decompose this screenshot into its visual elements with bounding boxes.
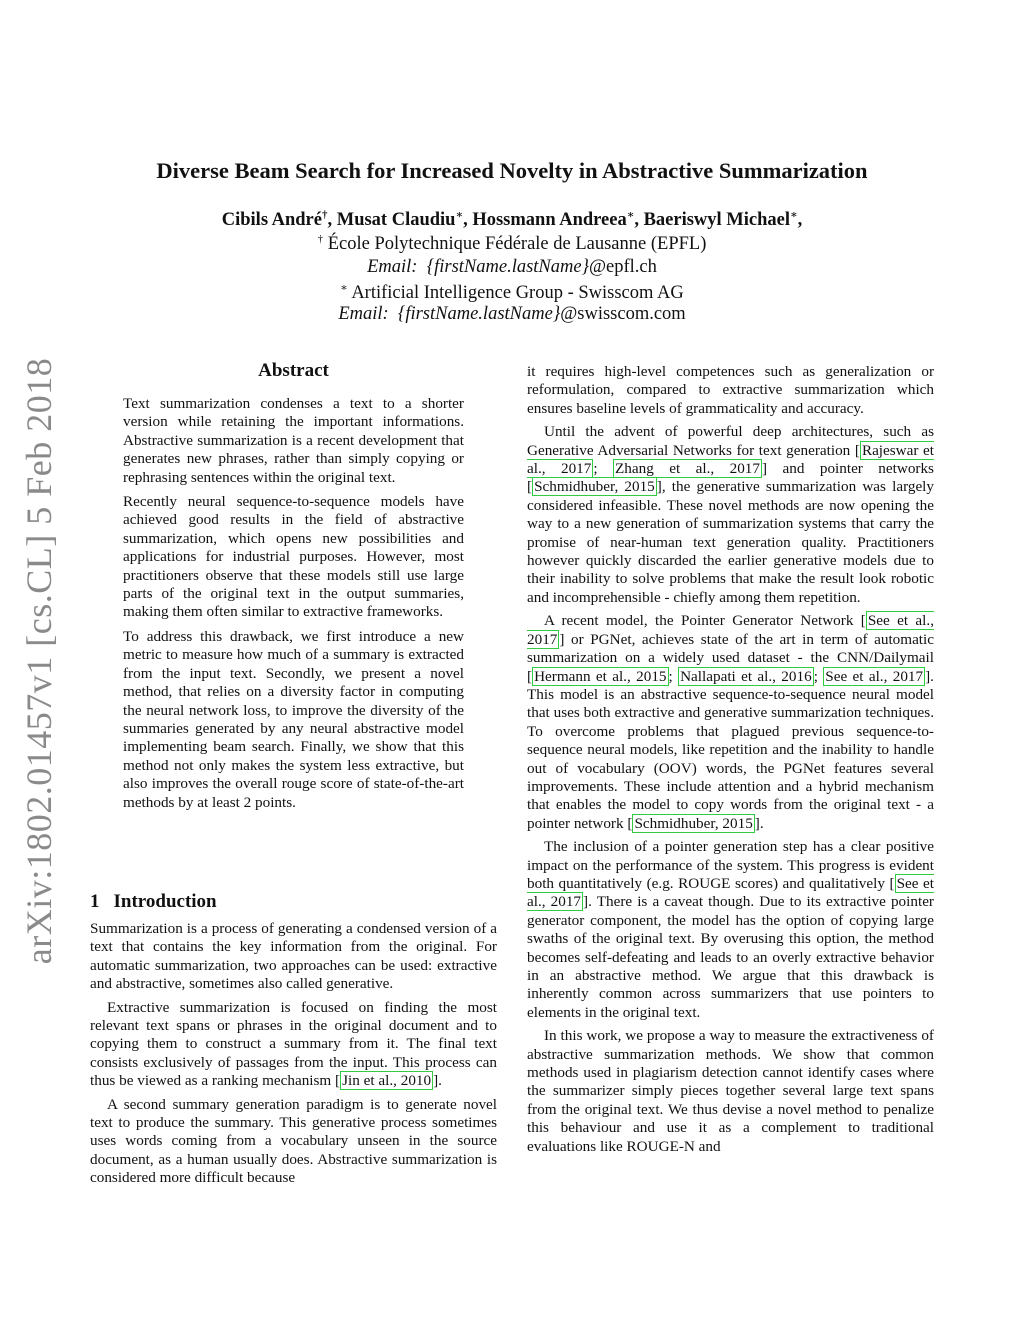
email-epfl-domain: @epfl.ch xyxy=(589,257,657,277)
affiliation-epfl xyxy=(0,233,1024,255)
abstract-paragraph: Recently neural sequence-to-sequence models have achieved good results in the field of abstractive summarization, which opens new possibilities and applications for industrial purposes. However, most practitioners observe that these models still use large parts of the original text in the output summaries, making them often similar to extractive frameworks. xyxy=(123,493,464,621)
author-1-mark: † xyxy=(321,209,328,221)
left-column-body xyxy=(90,920,497,1193)
right-column-body xyxy=(527,363,934,1161)
intro-paragraph xyxy=(90,999,497,1091)
email-swisscom-pattern: {firstName.lastName} xyxy=(397,304,561,324)
author-3-mark: ∗ xyxy=(626,209,635,221)
abstract-paragraph: To address this drawback, we first introduce a new metric to measure how much of a summary is extracted from the input text. Secondly, we present a novel method, that relies on a diversity factor in computing the neural network loss, to improve the diversity of the summaries generated by any neural abstractive model implementing beam search. Finally, we show that this method not only makes the system less extractive, but also improves the overall rouge score of state-of-the-art methods by at least 2 points. xyxy=(123,627,464,811)
body-paragraph: In this work, we propose a way to measure the extractiveness of abstractive summarization methods. We show that common methods used in plagiarism detection cannot identify cases where the summarizer simply pieces together several large text spans from the original text. We thus devise a novel method to penalize this behaviour and use it as a complement to traditional evaluations like ROUGE-N and xyxy=(527,1027,934,1155)
body-paragraph xyxy=(527,838,934,1022)
author-4: , Baeriswyl Michael xyxy=(634,210,791,231)
citation-link[interactable]: See et al., 2017 xyxy=(527,612,934,648)
body-paragraph xyxy=(527,612,934,833)
citation-link[interactable]: Rajeswar et al., 2017 xyxy=(527,441,935,478)
email-swisscom xyxy=(0,304,1024,325)
abstract-paragraph: Text summarization condenses a text to a shorter version while retaining the important informations. Abstractive summarization is a recent development that generates new phrases, rather than simply copying or rephrasing sentences within the original text. xyxy=(123,395,464,486)
email-swisscom-label: Email: xyxy=(338,304,389,324)
intro-paragraph: Summarization is a process of generating a condensed version of a text that contains the key information from the original. For automatic summarization, two approaches can be used: extractive and abstractive, sometimes also called generative. xyxy=(90,920,497,993)
citation-link[interactable]: Zhang et al., 2017 xyxy=(615,460,760,478)
arxiv-sidebar xyxy=(14,357,64,965)
abstract-heading: Abstract xyxy=(258,360,329,381)
body-text: ], the generative summarization was largely considered infeasible. These novel methods are now opening the way to a new generation of summarization systems that carry the promise of near-human text generation quality. Practitioners however quickly discarded the earlier generative models due to their inability to solve problems that make the result look robotic and incomprehensible - chiefly among them repetition. xyxy=(527,478,934,606)
arxiv-identifier: arXiv:1802.01457v1 [cs.CL] 5 Feb 2018 xyxy=(19,357,59,965)
citation-link[interactable]: Jin et al., 2010 xyxy=(342,1072,432,1090)
body-paragraph xyxy=(527,423,934,607)
body-text: The inclusion of a pointer generation step has a clear positive impact on the performance of the system. This progress is evident both quantitatively (e.g. ROUGE scores) and qualitatively [ xyxy=(527,838,934,892)
citation-link[interactable]: Hermann et al., 2015 xyxy=(534,667,667,685)
citation-link[interactable]: Nallapati et al., 2016 xyxy=(680,667,812,685)
author-4-mark: ∗ xyxy=(790,209,798,221)
section-title: Introduction xyxy=(113,891,217,912)
paper-title: Diverse Beam Search for Increased Novelty in Abstractive Summarization xyxy=(156,158,868,183)
body-text: ; xyxy=(593,460,614,478)
abstract-body xyxy=(123,395,464,818)
citation-link[interactable]: See et al., 2017 xyxy=(527,874,934,911)
body-text: A recent model, the Pointer Generator Network [ xyxy=(544,612,866,630)
intro-text: Extractive summarization is focused on finding the most relevant text spans or phrases in the original document and to copying them to construct a summary from it. The final text consists exclusively of passages from the input. This process can thus be viewed as a ranking mechanism [ xyxy=(90,998,497,1090)
author-list-end: , xyxy=(797,210,803,231)
author-list xyxy=(0,208,1024,231)
body-text: ; xyxy=(668,667,679,685)
section-number: 1 xyxy=(90,891,100,912)
body-text: ]. This model is an abstractive sequence-to-sequence neural model that uses both extractive and generative summarization techniques. To overcome problems that plagued previous sequence-to-sequence neural models, like repetition and the inability to handle out of vocabulary (OOV) words, the PGNet features several improvements. These include attention and a hybrid mechanism that enables the model to copy words from the original text - a pointer network [ xyxy=(527,667,934,832)
email-epfl-pattern: {firstName.lastName} xyxy=(426,257,589,277)
body-text: ]. xyxy=(754,814,764,832)
body-text: ]. There is a caveat though. Due to its extractive pointer generator component, the model has the option of copying large swaths of the original text. By overusing this option, the method becomes self-defeating and leads to an overly extractive behavior in an abstractive method. We argue that this drawback is inherently common across summarizers that use pointers to elements in the original text. xyxy=(527,893,934,1021)
intro-text: ]. xyxy=(433,1072,442,1090)
body-text: ] or PGNet, achieves state of the art in term of automatic summarization on a widely used dataset - the CNN/Dailymail [ xyxy=(527,630,934,685)
body-text: ; xyxy=(813,667,824,685)
author-2-mark: ∗ xyxy=(455,209,464,221)
email-epfl xyxy=(0,257,1024,278)
body-text: Until the advent of powerful deep architectures, such as Generative Adversarial Networks for text generation [ xyxy=(527,423,934,459)
affiliation-epfl-name: École Polytechnique Fédérale de Lausanne (EPFL) xyxy=(323,234,707,255)
section-heading-introduction xyxy=(90,891,217,913)
intro-paragraph: A second summary generation paradigm is to generate novel text to produce the summary. This generative process sometimes uses words coming from a vocabulary unseen in the source document, as a human usually does. Abstractive summarization is considered more difficult because xyxy=(90,1095,497,1187)
citation-link[interactable]: Schmidhuber, 2015 xyxy=(634,814,753,832)
citation-link[interactable]: Schmidhuber, 2015 xyxy=(534,478,655,496)
author-2: , Musat Claudiu xyxy=(327,210,456,231)
affiliation-epfl-mark: † xyxy=(317,233,324,245)
affiliation-swisscom xyxy=(0,281,1024,304)
email-epfl-label: Email: xyxy=(367,257,418,277)
author-3: , Hossmann Andreea xyxy=(463,210,627,231)
affiliation-swisscom-name: Artificial Intelligence Group - Swisscom AG xyxy=(347,283,684,304)
affiliation-swisscom-mark: ∗ xyxy=(340,282,348,294)
citation-link[interactable]: See et al., 2017 xyxy=(825,667,924,685)
email-swisscom-domain: @swisscom.com xyxy=(560,304,686,324)
body-paragraph: it requires high-level competences such as generalization or reformulation, compared to extractive summarization which ensures baseline levels of grammaticality and accuracy. xyxy=(527,363,934,417)
author-1: Cibils André xyxy=(221,210,322,231)
body-text: ] and pointer networks [ xyxy=(527,460,934,496)
